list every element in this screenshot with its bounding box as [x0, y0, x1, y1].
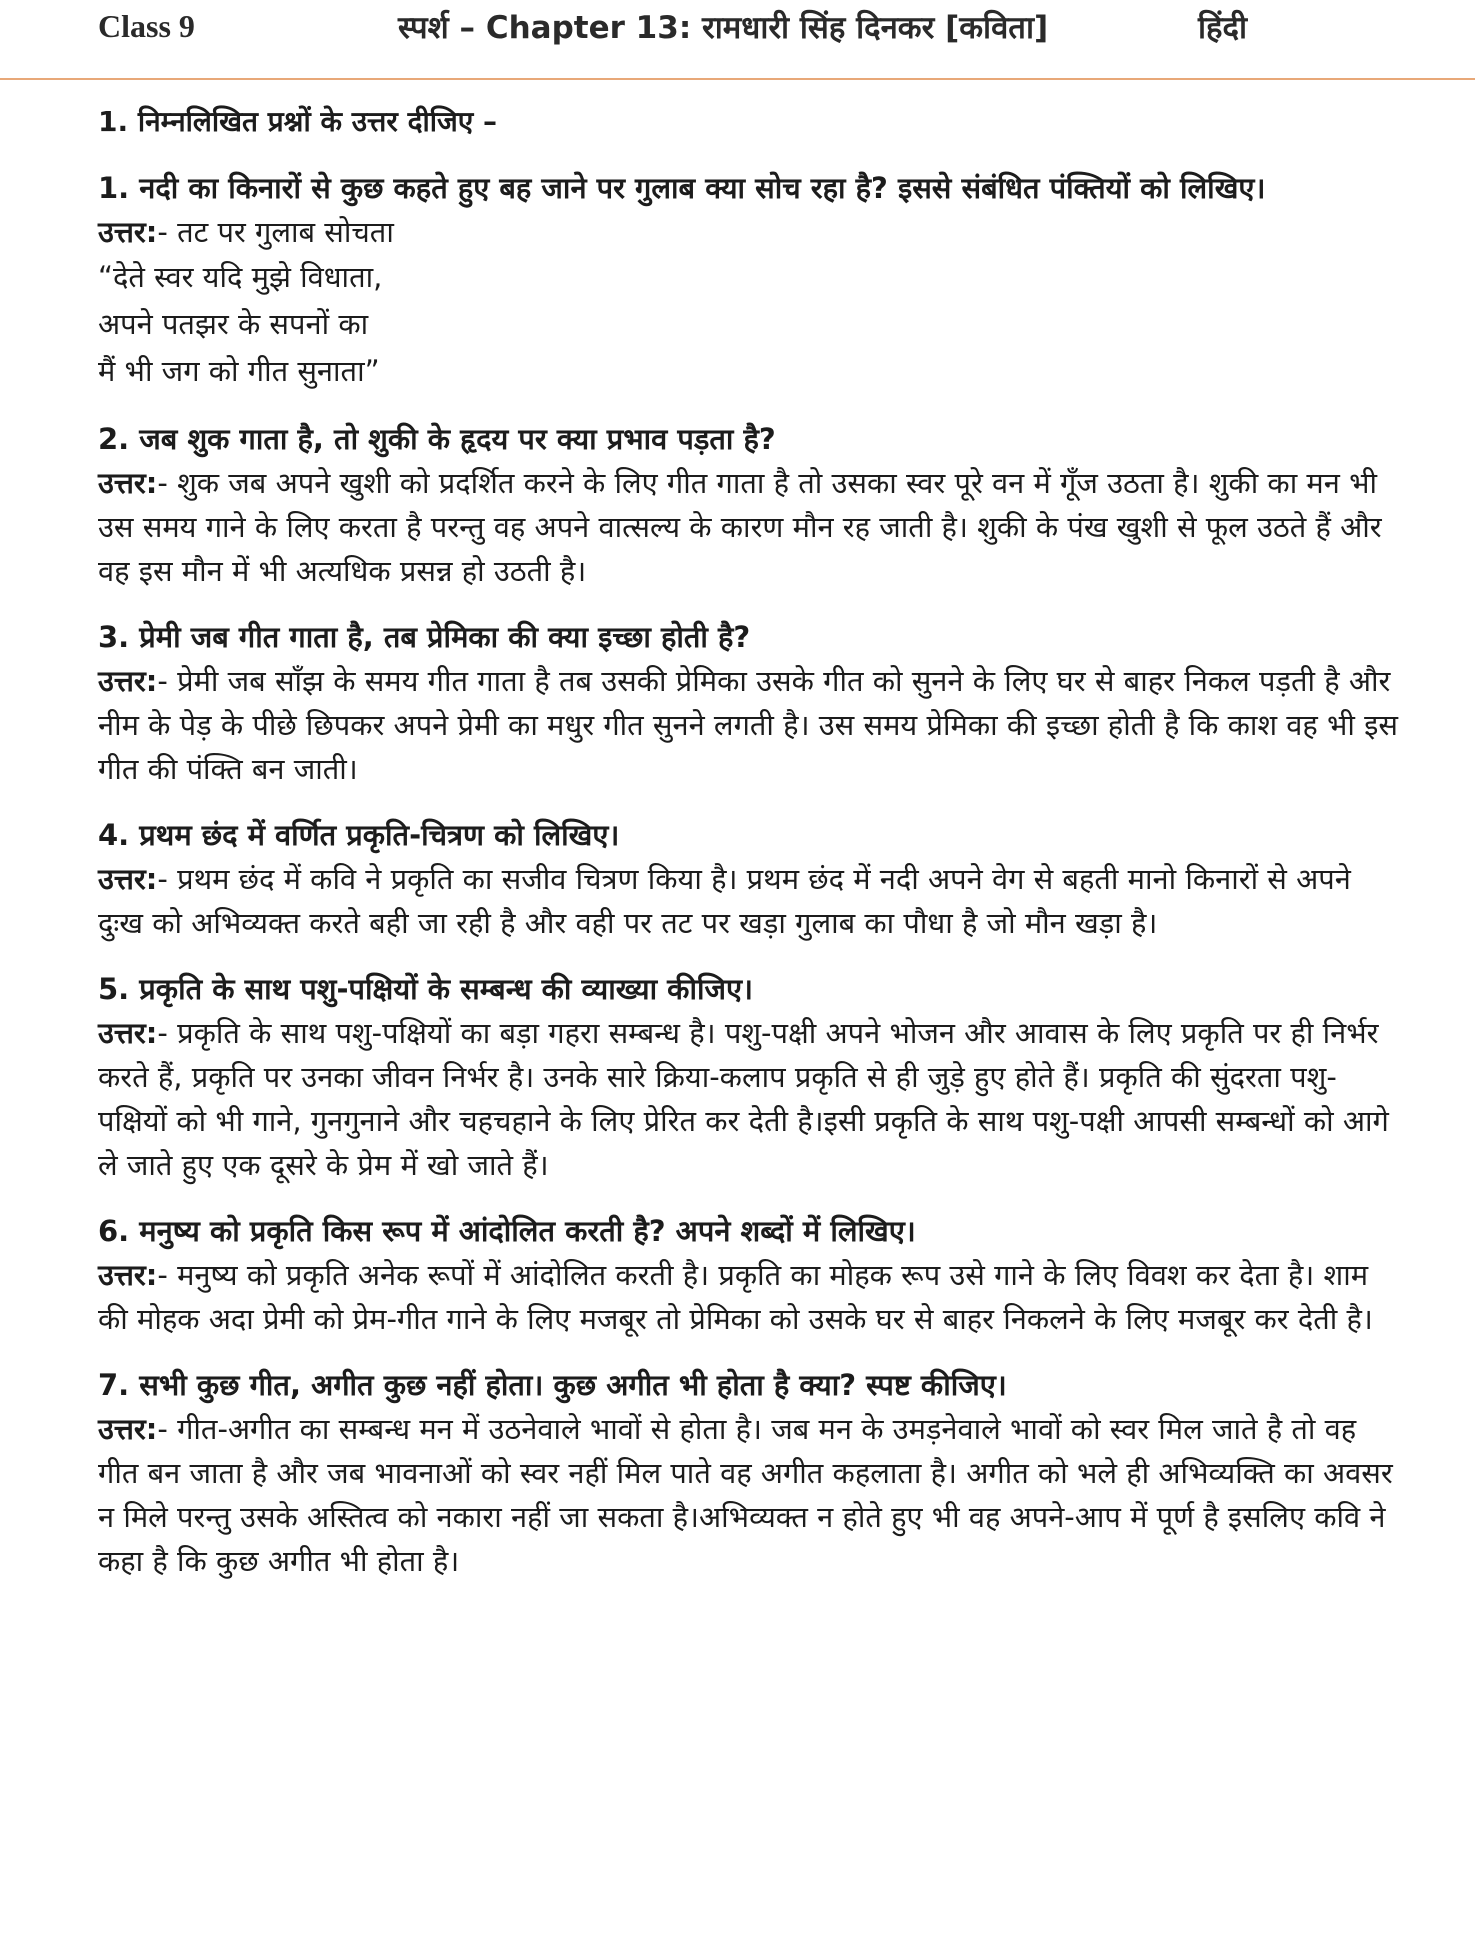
answer-6 [98, 1253, 1398, 1341]
answer-1-intro: - तट पर गुलाब सोचता [157, 215, 394, 249]
answer-label: उत्तर: [98, 664, 158, 698]
qa-block-5 [98, 967, 1398, 1187]
answer-7 [98, 1407, 1398, 1583]
answer-5 [98, 1011, 1398, 1187]
answer-label: उत्तर: [98, 1016, 158, 1050]
page-header [0, 0, 1475, 80]
answer-label: उत्तर: [98, 862, 158, 896]
answer-2 [98, 461, 1398, 593]
question-7: 7. सभी कुछ गीत, अगीत कुछ नहीं होता। कुछ अगीत भी होता है क्या? स्पष्ट कीजिए। [98, 1368, 1007, 1402]
question-6: 6. मनुष्य को प्रकृति किस रूप में आंदोलित करती है? अपने शब्दों में लिखिए। [98, 1214, 916, 1248]
answer-1 [98, 210, 1398, 254]
question-4: 4. प्रथम छंद में वर्णित प्रकृति-चित्रण को लिखिए। [98, 818, 620, 852]
answer-label: उत्तर: [98, 215, 158, 249]
answer-6-text: - मनुष्य को प्रकृति अनेक रूपों में आंदोलित करती है। प्रकृति का मोहक रूप उसे गाने के लिए विवश कर देता है। शाम की मोहक अदा प्रेमी को प्रेम-गीत गाने के लिए मजबूर तो प्रेमिका को उसके घर से बाहर निकलने के लिए मजबूर कर देती है। [98, 1258, 1373, 1336]
answer-label: उत्तर: [98, 466, 158, 500]
qa-block-1 [98, 166, 1398, 395]
poem-line-3: मैं भी जग को गीत सुनाता” [98, 354, 380, 388]
subject-label: हिंदी [1198, 10, 1247, 46]
question-5: 5. प्रकृति के साथ पशु-पक्षियों के सम्बन्ध की व्याख्या कीजिए। [98, 972, 754, 1006]
answer-5-text: - प्रकृति के साथ पशु-पक्षियों का बड़ा गहरा सम्बन्ध है। पशु-पक्षी अपने भोजन और आवास के लिए प्रकृति पर ही निर्भर करते हैं, प्रकृति पर उनका जीवन निर्भर है। उनके सारे क्रिया-कलाप प्रकृति से ही जुड़े हुए होते हैं। प्रकृति की सुंदरता पशु-पक्षियों को भी गाने, गुनगुनाने और चहचहाने के लिए प्रेरित कर देती है।इसी प्रकृति के साथ पशु-पक्षी आपसी सम्बन्धों को आगे ले जाते हुए एक दूसरे के प्रेम में खो जाते हैं। [98, 1016, 1389, 1182]
answer-3 [98, 659, 1398, 791]
poem-line-1: “देते स्वर यदि मुझे विधाता, [98, 260, 383, 294]
qa-block-6 [98, 1209, 1398, 1341]
qa-block-2 [98, 417, 1398, 593]
question-1: 1. नदी का किनारों से कुछ कहते हुए बह जाने पर गुलाब क्या सोच रहा है? इससे संबंधित पंक्तियों को लिखिए। [98, 171, 1266, 205]
answer-7-text: - गीत-अगीत का सम्बन्ध मन में उठनेवाले भावों से होता है। जब मन के उमड़नेवाले भावों को स्वर मिल जाते है तो वह गीत बन जाता है और जब भावनाओं को स्वर नहीं मिल पाते वह अगीत कहलाता है। अगीत को भले ही अभिव्यक्ति का अवसर न मिले परन्तु उसके अस्तित्व को नकारा नहीं जा सकता है।अभिव्यक्त न होते हुए भी वह अपने-आप में पूर्ण है इसलिए कवि ने कहा है कि कुछ अगीत भी होता है। [98, 1412, 1393, 1578]
answer-3-text: - प्रेमी जब साँझ के समय गीत गाता है तब उसकी प्रेमिका उसके गीत को सुनने के लिए घर से बाहर निकल पड़ती है और नीम के पेड़ के पीछे छिपकर अपने प्रेमी का मधुर गीत सुनने लगती है। उस समय प्रेमिका की इच्छा होती है कि काश वह भी इस गीत की पंक्ति बन जाती। [98, 664, 1399, 786]
answer-4 [98, 857, 1398, 945]
answer-2-text: - शुक जब अपने खुशी को प्रदर्शित करने के लिए गीत गाता है तो उसका स्वर पूरे वन में गूँज उठता है। शुकी का मन भी उस समय गाने के लिए करता है परन्तु वह अपने वात्सल्य के कारण मौन रह जाती है। शुकी के पंख खुशी से फूल उठते हैं और वह इस मौन में भी अत्यधिक प्रसन्न हो उठती है। [98, 466, 1382, 588]
document-body [98, 100, 1398, 1605]
class-label: Class 9 [98, 8, 195, 44]
answer-label: उत्तर: [98, 1412, 158, 1446]
qa-block-3 [98, 615, 1398, 791]
question-3: 3. प्रेमी जब गीत गाता है, तब प्रेमिका की क्या इच्छा होती है? [98, 620, 751, 654]
chapter-title: स्पर्श – Chapter 13: रामधारी सिंह दिनकर [कविता] [398, 10, 1049, 46]
qa-block-7 [98, 1363, 1398, 1583]
instruction-heading: 1. निम्नलिखित प्रश्नों के उत्तर दीजिए – [98, 105, 497, 138]
qa-block-4 [98, 813, 1398, 945]
answer-4-text: - प्रथम छंद में कवि ने प्रकृति का सजीव चित्रण किया है। प्रथम छंद में नदी अपने वेग से बहती मानो किनारों से अपने दुःख को अभिव्यक्त करते बही जा रही है और वही पर तट पर खड़ा गुलाब का पौधा है जो मौन खड़ा है। [98, 862, 1351, 940]
poem-line-2: अपने पतझर के सपनों का [98, 307, 369, 341]
question-2: 2. जब शुक गाता है, तो शुकी के हृदय पर क्या प्रभाव पड़ता है? [98, 422, 776, 456]
answer-label: उत्तर: [98, 1258, 158, 1292]
